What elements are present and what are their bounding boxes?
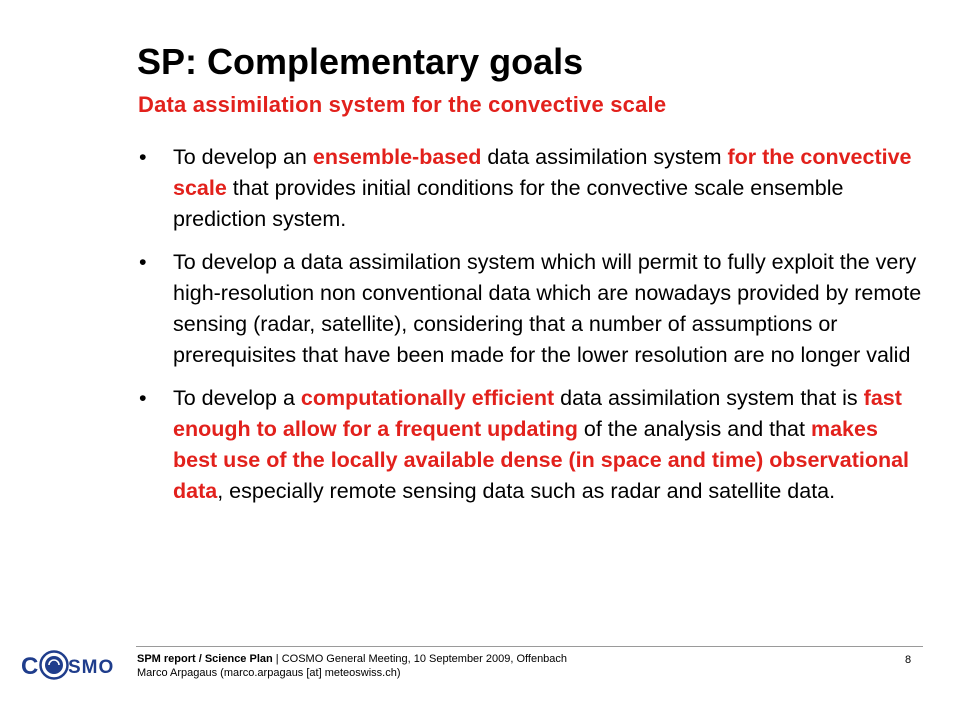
text-segment: that provides initial conditions for the convective scale ensemble prediction system. (173, 176, 844, 231)
text-segment: data assimilation system that is (554, 386, 864, 410)
text-segment: of the analysis and that (577, 417, 811, 441)
footer-author: Marco Arpagaus (marco.arpagaus [at] meteoswiss.ch) (137, 667, 401, 679)
text-segment: To develop an (173, 145, 313, 169)
bullet-item (137, 383, 927, 507)
text-segment: To develop a data assimilation system which will permit to fully exploit the very high-resolution non conventional data which are nowadays provided by remote sensing (radar, satellite), considering that a number of assumptions or prerequisites that have been made for the lower resolution are no longer valid (173, 250, 922, 367)
highlighted-phrase: ensemble-based (312, 145, 482, 169)
footer-text (137, 652, 567, 680)
highlighted-phrase: makes best use of the locally available dense (in space and time) observational data (173, 417, 910, 503)
bullet-item (137, 247, 927, 371)
slide-subtitle: Data assimilation system for the convective scale (138, 92, 667, 117)
text-segment: To develop a (173, 386, 301, 410)
logo-letters: SMO (68, 657, 115, 678)
bullet-text (173, 145, 912, 231)
text-segment: data assimilation system (481, 145, 728, 169)
footer-meeting: | COSMO General Meeting, 10 September 2009, Offenbach (272, 653, 568, 665)
bullet-item (137, 142, 927, 235)
highlighted-phrase: for the convective scale (173, 145, 912, 200)
footer-divider (136, 646, 923, 647)
bullet-dot-icon: • (139, 145, 147, 169)
slide-title: SP: Complementary goals (137, 41, 584, 82)
bullet-text (173, 386, 909, 503)
highlighted-phrase: computationally efficient (300, 386, 555, 410)
footer-line-1 (137, 652, 567, 666)
bullet-list (137, 142, 927, 519)
logo-letter-c: C (21, 653, 39, 680)
bullet-dot-icon: • (139, 250, 147, 274)
highlighted-phrase: fast enough to allow for a frequent updating (173, 386, 902, 441)
bullet-text (173, 250, 921, 367)
footer-report-label: SPM report / Science Plan (137, 653, 273, 665)
cosmo-logo-icon (18, 649, 120, 681)
bullet-dot-icon: • (139, 386, 147, 410)
text-segment: , especially remote sensing data such as radar and satellite data. (217, 479, 836, 503)
page-number: 8 (905, 654, 912, 666)
